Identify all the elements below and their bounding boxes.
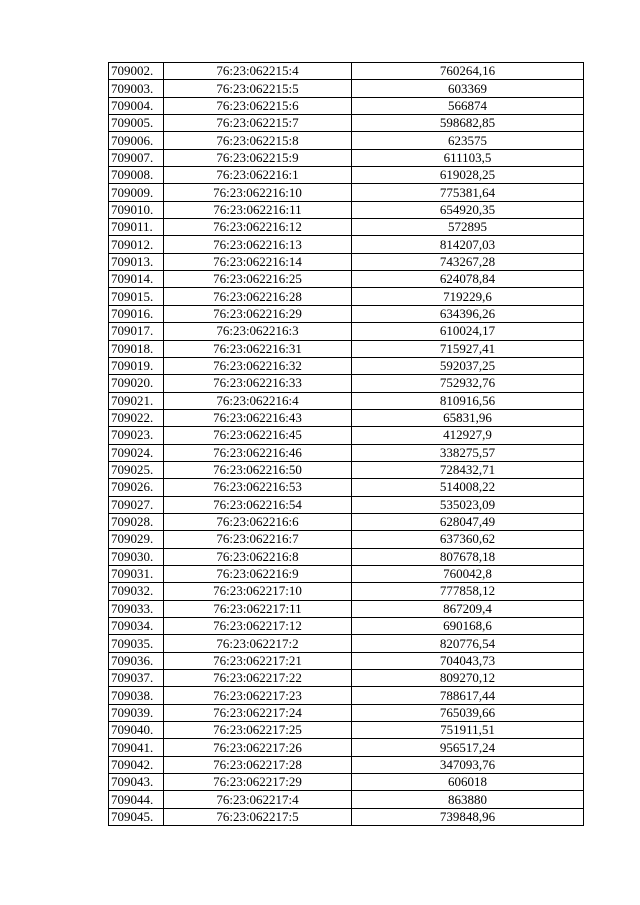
value-cell: 743267,28: [352, 253, 584, 270]
row-number-cell: 709037.: [109, 670, 164, 687]
cadastral-number-cell: 76:23:062217:22: [164, 670, 352, 687]
table-row: [109, 97, 584, 114]
table-row: [109, 444, 584, 461]
table-row: [109, 375, 584, 392]
cadastral-number-cell: 76:23:062216:33: [164, 375, 352, 392]
value-cell: 610024,17: [352, 323, 584, 340]
value-cell: 572895: [352, 219, 584, 236]
cadastral-number-cell: 76:23:062216:6: [164, 513, 352, 530]
value-cell: 777858,12: [352, 583, 584, 600]
table-row: [109, 461, 584, 478]
table-row: [109, 201, 584, 218]
row-number-cell: 709020.: [109, 375, 164, 392]
value-cell: 752932,76: [352, 375, 584, 392]
value-cell: 788617,44: [352, 687, 584, 704]
table-row: [109, 739, 584, 756]
cadastral-number-cell: 76:23:062216:45: [164, 427, 352, 444]
value-cell: 592037,25: [352, 357, 584, 374]
row-number-cell: 709002.: [109, 63, 164, 80]
cadastral-number-cell: 76:23:062216:10: [164, 184, 352, 201]
table-row: [109, 80, 584, 97]
value-cell: 704043,73: [352, 652, 584, 669]
table-row: [109, 513, 584, 530]
row-number-cell: 709004.: [109, 97, 164, 114]
row-number-cell: 709022.: [109, 409, 164, 426]
table-row: [109, 565, 584, 582]
value-cell: 412927,9: [352, 427, 584, 444]
table-row: [109, 167, 584, 184]
cadastral-number-cell: 76:23:062216:50: [164, 461, 352, 478]
value-cell: 739848,96: [352, 808, 584, 825]
cadastral-number-cell: 76:23:062217:23: [164, 687, 352, 704]
cadastral-number-cell: 76:23:062216:14: [164, 253, 352, 270]
cadastral-number-cell: 76:23:062216:31: [164, 340, 352, 357]
cadastral-number-cell: 76:23:062217:11: [164, 600, 352, 617]
row-number-cell: 709035.: [109, 635, 164, 652]
row-number-cell: 709033.: [109, 600, 164, 617]
table-row: [109, 479, 584, 496]
value-cell: 623575: [352, 132, 584, 149]
row-number-cell: 709031.: [109, 565, 164, 582]
row-number-cell: 709032.: [109, 583, 164, 600]
data-table: [108, 62, 584, 826]
cadastral-number-cell: 76:23:062216:53: [164, 479, 352, 496]
cadastral-number-cell: 76:23:062217:12: [164, 618, 352, 635]
row-number-cell: 709017.: [109, 323, 164, 340]
cadastral-number-cell: 76:23:062216:46: [164, 444, 352, 461]
value-cell: 598682,85: [352, 115, 584, 132]
cadastral-number-cell: 76:23:062215:7: [164, 115, 352, 132]
table-row: [109, 618, 584, 635]
row-number-cell: 709044.: [109, 791, 164, 808]
value-cell: 566874: [352, 97, 584, 114]
cadastral-number-cell: 76:23:062216:11: [164, 201, 352, 218]
table-row: [109, 149, 584, 166]
table-row: [109, 496, 584, 513]
value-cell: 619028,25: [352, 167, 584, 184]
row-number-cell: 709041.: [109, 739, 164, 756]
value-cell: 863880: [352, 791, 584, 808]
value-cell: 347093,76: [352, 756, 584, 773]
row-number-cell: 709028.: [109, 513, 164, 530]
table-row: [109, 288, 584, 305]
value-cell: 775381,64: [352, 184, 584, 201]
cadastral-number-cell: 76:23:062216:28: [164, 288, 352, 305]
table-row: [109, 184, 584, 201]
value-cell: 751911,51: [352, 722, 584, 739]
table-row: [109, 548, 584, 565]
cadastral-number-cell: 76:23:062216:9: [164, 565, 352, 582]
cadastral-number-cell: 76:23:062217:26: [164, 739, 352, 756]
table-row: [109, 271, 584, 288]
row-number-cell: 709024.: [109, 444, 164, 461]
row-number-cell: 709019.: [109, 357, 164, 374]
table-body: [109, 63, 584, 826]
row-number-cell: 709042.: [109, 756, 164, 773]
row-number-cell: 709013.: [109, 253, 164, 270]
row-number-cell: 709038.: [109, 687, 164, 704]
value-cell: 65831,96: [352, 409, 584, 426]
cadastral-number-cell: 76:23:062217:4: [164, 791, 352, 808]
table-row: [109, 305, 584, 322]
cadastral-number-cell: 76:23:062216:25: [164, 271, 352, 288]
table-row: [109, 323, 584, 340]
value-cell: 637360,62: [352, 531, 584, 548]
value-cell: 514008,22: [352, 479, 584, 496]
cadastral-number-cell: 76:23:062216:54: [164, 496, 352, 513]
row-number-cell: 709025.: [109, 461, 164, 478]
cadastral-number-cell: 76:23:062216:32: [164, 357, 352, 374]
row-number-cell: 709030.: [109, 548, 164, 565]
row-number-cell: 709021.: [109, 392, 164, 409]
cadastral-number-cell: 76:23:062217:24: [164, 704, 352, 721]
row-number-cell: 709029.: [109, 531, 164, 548]
cadastral-number-cell: 76:23:062216:1: [164, 167, 352, 184]
table-row: [109, 652, 584, 669]
table-row: [109, 704, 584, 721]
row-number-cell: 709009.: [109, 184, 164, 201]
cadastral-number-cell: 76:23:062217:21: [164, 652, 352, 669]
row-number-cell: 709040.: [109, 722, 164, 739]
cadastral-number-cell: 76:23:062216:12: [164, 219, 352, 236]
row-number-cell: 709012.: [109, 236, 164, 253]
cadastral-number-cell: 76:23:062215:4: [164, 63, 352, 80]
table-row: [109, 600, 584, 617]
table-row: [109, 236, 584, 253]
row-number-cell: 709026.: [109, 479, 164, 496]
row-number-cell: 709023.: [109, 427, 164, 444]
cadastral-number-cell: 76:23:062216:8: [164, 548, 352, 565]
table-row: [109, 687, 584, 704]
value-cell: 867209,4: [352, 600, 584, 617]
row-number-cell: 709027.: [109, 496, 164, 513]
row-number-cell: 709006.: [109, 132, 164, 149]
table-row: [109, 357, 584, 374]
row-number-cell: 709015.: [109, 288, 164, 305]
table-row: [109, 219, 584, 236]
row-number-cell: 709014.: [109, 271, 164, 288]
value-cell: 820776,54: [352, 635, 584, 652]
row-number-cell: 709005.: [109, 115, 164, 132]
value-cell: 624078,84: [352, 271, 584, 288]
value-cell: 765039,66: [352, 704, 584, 721]
row-number-cell: 709008.: [109, 167, 164, 184]
cadastral-number-cell: 76:23:062216:29: [164, 305, 352, 322]
value-cell: 338275,57: [352, 444, 584, 461]
cadastral-number-cell: 76:23:062216:4: [164, 392, 352, 409]
table-row: [109, 132, 584, 149]
row-number-cell: 709007.: [109, 149, 164, 166]
row-number-cell: 709016.: [109, 305, 164, 322]
table-row: [109, 756, 584, 773]
table-row: [109, 635, 584, 652]
row-number-cell: 709043.: [109, 774, 164, 791]
value-cell: 760042,8: [352, 565, 584, 582]
value-cell: 606018: [352, 774, 584, 791]
value-cell: 628047,49: [352, 513, 584, 530]
cadastral-number-cell: 76:23:062215:6: [164, 97, 352, 114]
table-row: [109, 670, 584, 687]
value-cell: 810916,56: [352, 392, 584, 409]
value-cell: 634396,26: [352, 305, 584, 322]
cadastral-number-cell: 76:23:062217:2: [164, 635, 352, 652]
value-cell: 603369: [352, 80, 584, 97]
cadastral-number-cell: 76:23:062215:8: [164, 132, 352, 149]
row-number-cell: 709018.: [109, 340, 164, 357]
cadastral-number-cell: 76:23:062217:28: [164, 756, 352, 773]
table-row: [109, 774, 584, 791]
value-cell: 807678,18: [352, 548, 584, 565]
table-row: [109, 253, 584, 270]
cadastral-number-cell: 76:23:062217:25: [164, 722, 352, 739]
cadastral-number-cell: 76:23:062216:3: [164, 323, 352, 340]
row-number-cell: 709010.: [109, 201, 164, 218]
row-number-cell: 709039.: [109, 704, 164, 721]
row-number-cell: 709034.: [109, 618, 164, 635]
value-cell: 535023,09: [352, 496, 584, 513]
row-number-cell: 709045.: [109, 808, 164, 825]
table-row: [109, 63, 584, 80]
table-row: [109, 392, 584, 409]
value-cell: 690168,6: [352, 618, 584, 635]
table-row: [109, 340, 584, 357]
table-row: [109, 808, 584, 825]
table-row: [109, 531, 584, 548]
value-cell: 728432,71: [352, 461, 584, 478]
value-cell: 611103,5: [352, 149, 584, 166]
table-row: [109, 791, 584, 808]
cadastral-number-cell: 76:23:062217:5: [164, 808, 352, 825]
table-row: [109, 722, 584, 739]
value-cell: 760264,16: [352, 63, 584, 80]
cadastral-number-cell: 76:23:062217:29: [164, 774, 352, 791]
cadastral-number-cell: 76:23:062216:43: [164, 409, 352, 426]
table-row: [109, 115, 584, 132]
table-row: [109, 427, 584, 444]
cadastral-number-cell: 76:23:062215:5: [164, 80, 352, 97]
row-number-cell: 709036.: [109, 652, 164, 669]
row-number-cell: 709003.: [109, 80, 164, 97]
value-cell: 956517,24: [352, 739, 584, 756]
value-cell: 715927,41: [352, 340, 584, 357]
cadastral-number-cell: 76:23:062217:10: [164, 583, 352, 600]
value-cell: 654920,35: [352, 201, 584, 218]
value-cell: 719229,6: [352, 288, 584, 305]
value-cell: 814207,03: [352, 236, 584, 253]
cadastral-number-cell: 76:23:062216:7: [164, 531, 352, 548]
value-cell: 809270,12: [352, 670, 584, 687]
cadastral-number-cell: 76:23:062215:9: [164, 149, 352, 166]
table-row: [109, 583, 584, 600]
row-number-cell: 709011.: [109, 219, 164, 236]
cadastral-number-cell: 76:23:062216:13: [164, 236, 352, 253]
table-row: [109, 409, 584, 426]
